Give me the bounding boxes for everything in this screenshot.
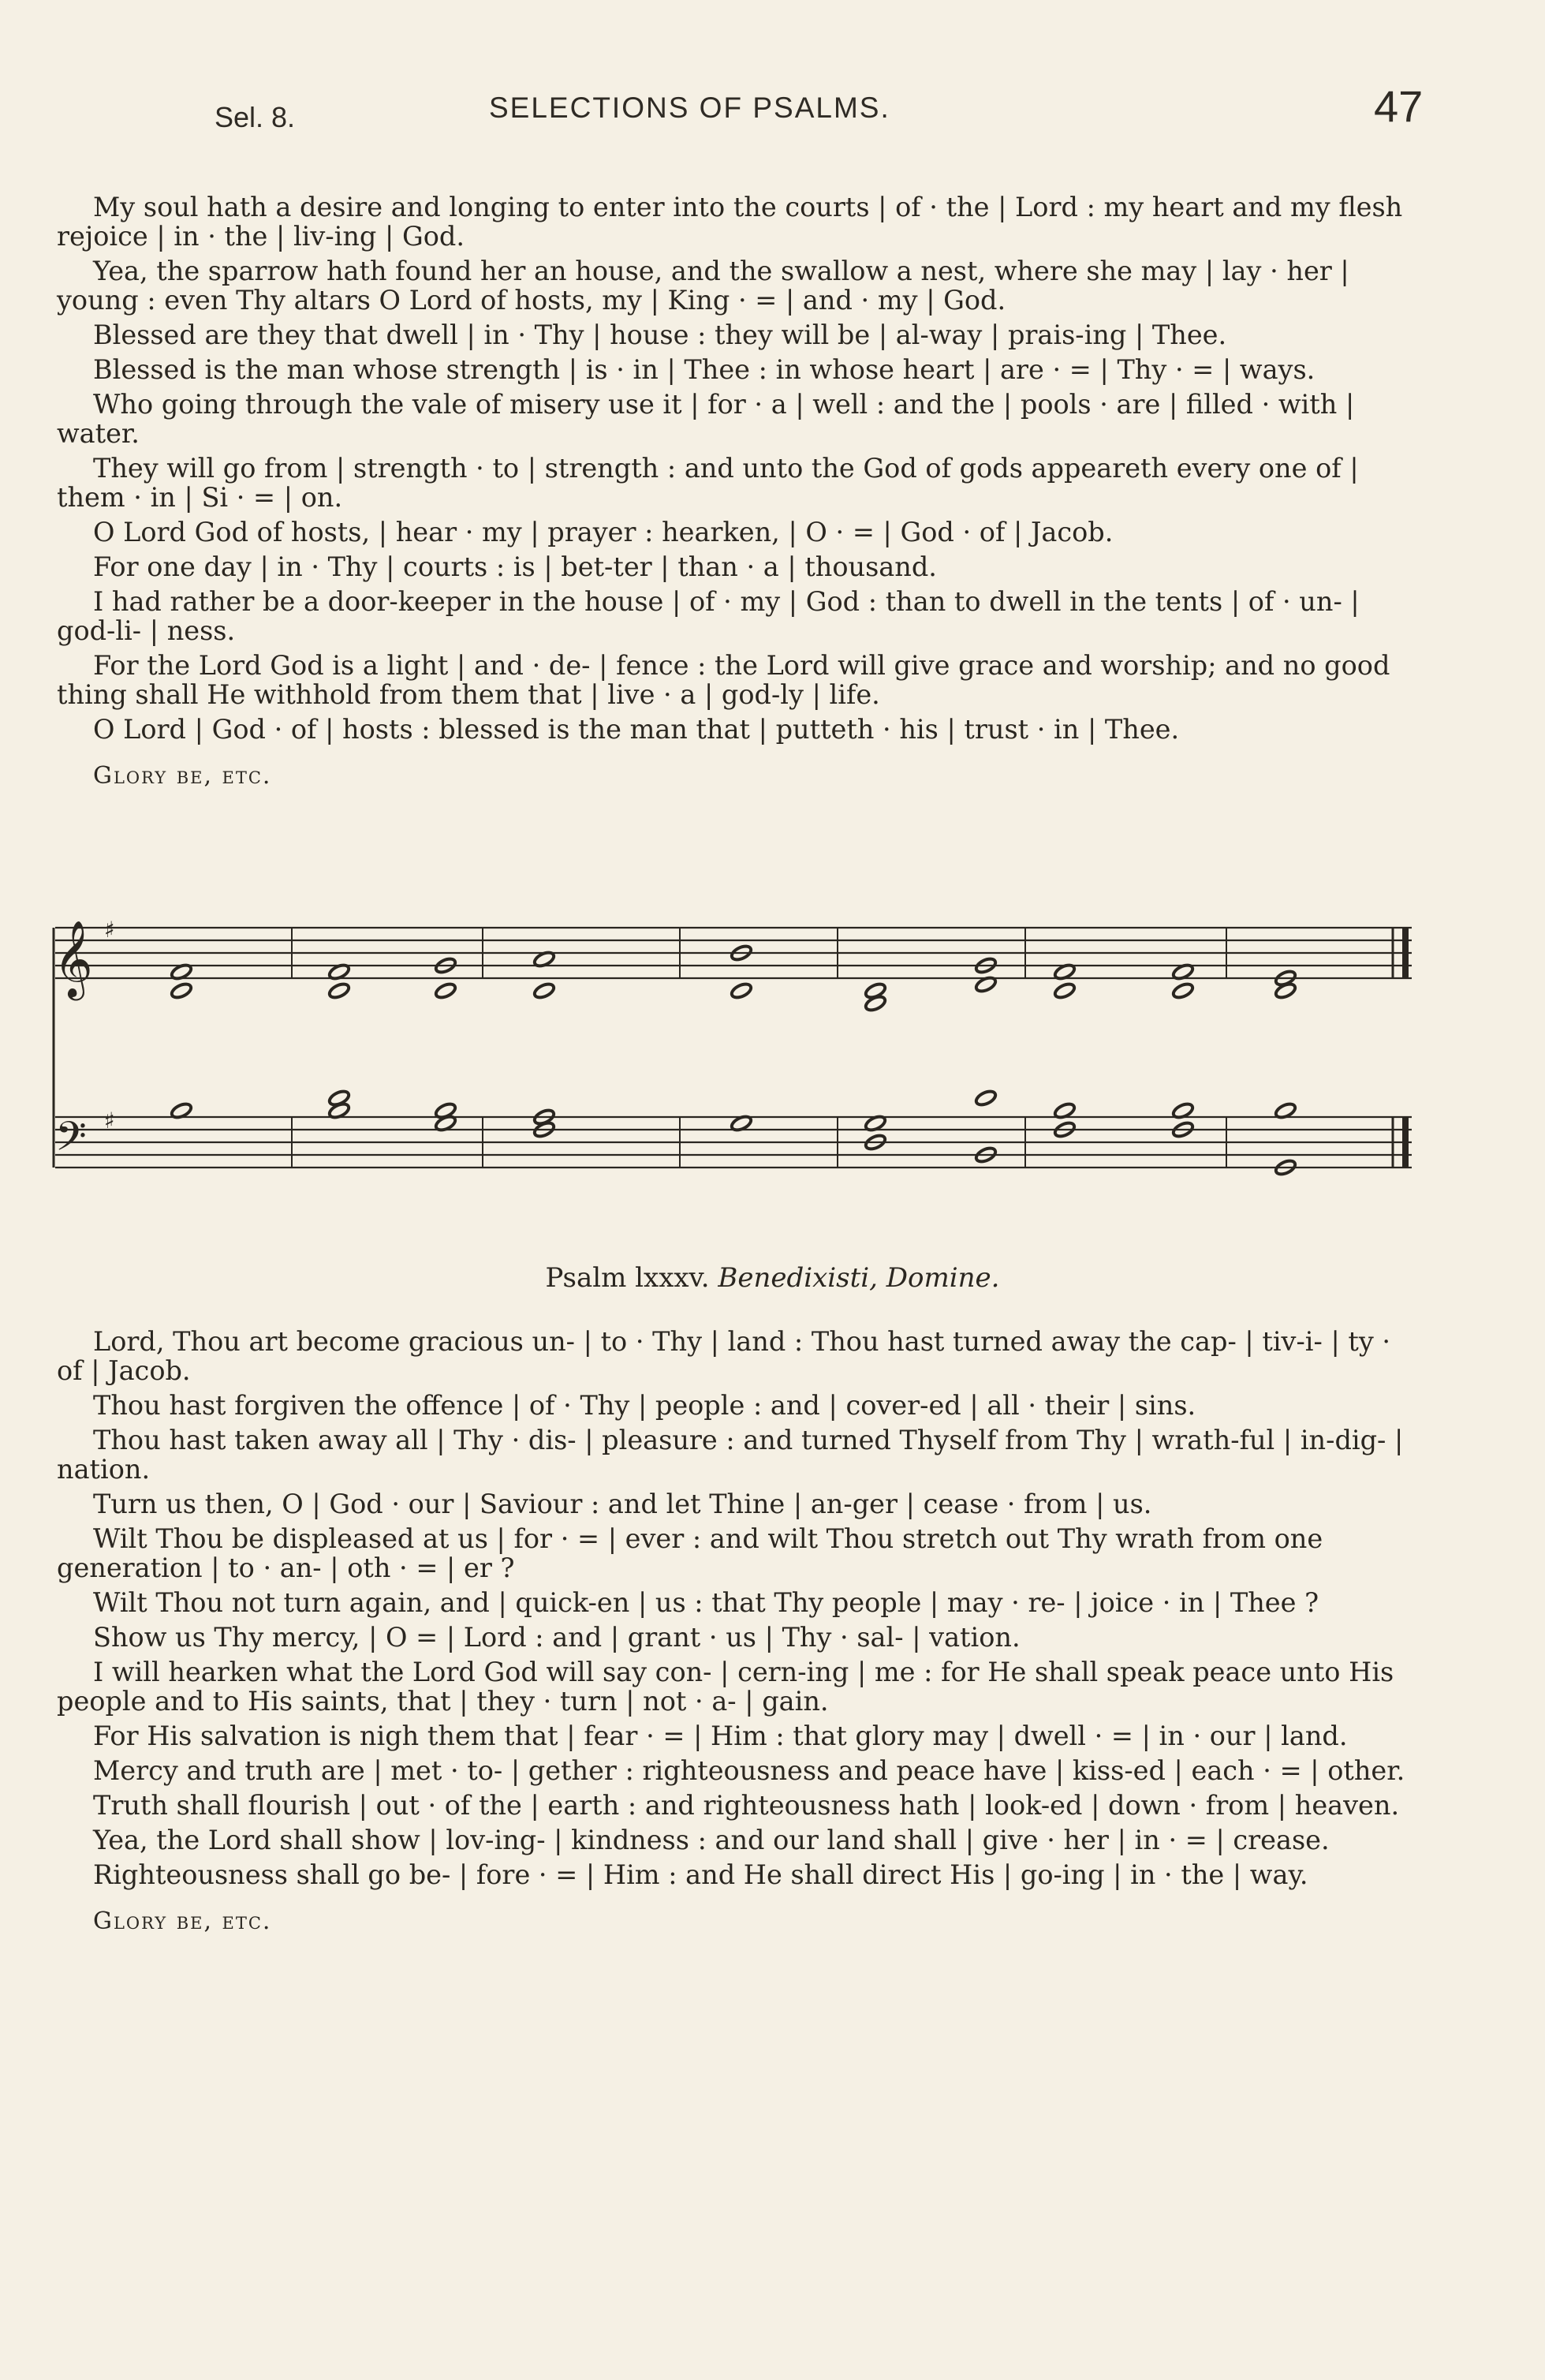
gloria: Glory be, etc. (93, 762, 272, 790)
verse: I had rather be a door-keeper in the house | of · my | God : than to dwell in the tents | of · un- | god-li- | ness. (57, 586, 1360, 646)
gloria: Glory be, etc. (93, 1907, 272, 1935)
key-signature-treble: ♯ (104, 917, 115, 943)
psalm-84-text (57, 192, 1420, 790)
verse: I will hearken what the Lord God will say con- | cern-ing | me : for He shall speak peace unto His people and to His saints, that | they · turn | not · a- | gain. (57, 1657, 1394, 1717)
treble-clef: 𝄞 (54, 920, 93, 997)
verse: For the Lord God is a light | and · de- | fence : the Lord will give grace and worship; and no good thing shall He withhold from them that | live · a | god-ly | life. (57, 650, 1390, 710)
verse: Mercy and truth are | met · to- | gether : righteousness and peace have | kiss-ed | each · = | other. (93, 1755, 1405, 1786)
verse: They will go from | strength · to | strength : and unto the God of gods appeareth every one of | them · in | Si · = | on. (57, 453, 1359, 513)
verse: O Lord | God · of | hosts : blessed is the man that | putteth · his | trust · in | Thee. (93, 714, 1180, 745)
verse: Who going through the vale of misery use it | for · a | well : and the | pools · are | filled · with | water. (57, 389, 1355, 449)
verse: Yea, the Lord shall show | lov-ing- | kindness : and our land shall | give · her | in · = | crease. (93, 1825, 1330, 1855)
psalm-85-title (0, 1262, 1545, 1294)
verse: My soul hath a desire and longing to enter into the courts | of · the | Lord : my heart and my flesh rejoice | in · the | liv-ing | God. (57, 192, 1403, 252)
key-signature-bass: ♯ (104, 1108, 115, 1134)
verse: Blessed are they that dwell | in · Thy | house : they will be | al-way | prais-ing | Thee. (93, 319, 1227, 350)
verse: Show us Thy mercy, | O = | Lord : and | grant · us | Thy · sal- | vation. (93, 1622, 1021, 1653)
verse: Yea, the sparrow hath found her an house, and the swallow a nest, where she may | lay · her | young : even Thy altars O Lord of hosts, my | King · = | and · my | God. (57, 256, 1349, 316)
barlines (292, 928, 1405, 1168)
verse: Blessed is the man whose strength | is · in | Thee : in whose heart | are · = | Thy · = | ways. (93, 354, 1315, 385)
psalm-latin-title: Benedixisti, Domine. (718, 1262, 1000, 1294)
selection-number: Sel. 8. (215, 101, 296, 133)
verse: For His salvation is nigh them that | fear · = | Him : that glory may | dwell · = | in · our | land. (93, 1721, 1348, 1751)
chant-score (0, 891, 1545, 1191)
verse: Wilt Thou be displeased at us | for · = | ever : and wilt Thou stretch out Thy wrath from one generation | to · an- | oth · = | er ? (57, 1523, 1323, 1583)
psalm-number: Psalm lxxxv. (545, 1262, 710, 1294)
running-title: SELECTIONS OF PSALMS. (489, 92, 890, 124)
bass-notes (170, 1089, 1297, 1177)
verse: For one day | in · Thy | courts : is | bet-ter | than · a | thousand. (93, 551, 937, 582)
verse: Turn us then, O | God · our | Saviour : and let Thine | an-ger | cease · from | us. (93, 1489, 1152, 1519)
verse: Truth shall flourish | out · of the | earth : and righteousness hath | look-ed | down · from | heaven. (93, 1790, 1400, 1821)
verse: Wilt Thou not turn again, and | quick-en | us : that Thy people | may · re- | joice · in | Thee ? (93, 1587, 1319, 1618)
verse: O Lord God of hosts, | hear · my | prayer : hearken, | O · = | God · of | Jacob. (93, 517, 1114, 547)
page-number: 47 (1374, 81, 1424, 131)
psalm-85-text (57, 1327, 1420, 1936)
verse: Righteousness shall go be- | fore · = | Him : and He shall direct His | go-ing | in · the | way. (93, 1859, 1308, 1890)
bass-clef: 𝄢 (55, 1112, 87, 1170)
verse: Thou hast taken away all | Thy · dis- | pleasure : and turned Thyself from Thy | wrath-ful | in-dig- | nation. (57, 1425, 1404, 1485)
verse: Thou hast forgiven the offence | of · Thy | people : and | cover-ed | all · their | sins. (93, 1390, 1196, 1421)
verse: Lord, Thou art become gracious un- | to · Thy | land : Thou hast turned away the cap- | tiv-i- | ty · of | Jacob. (57, 1326, 1391, 1386)
